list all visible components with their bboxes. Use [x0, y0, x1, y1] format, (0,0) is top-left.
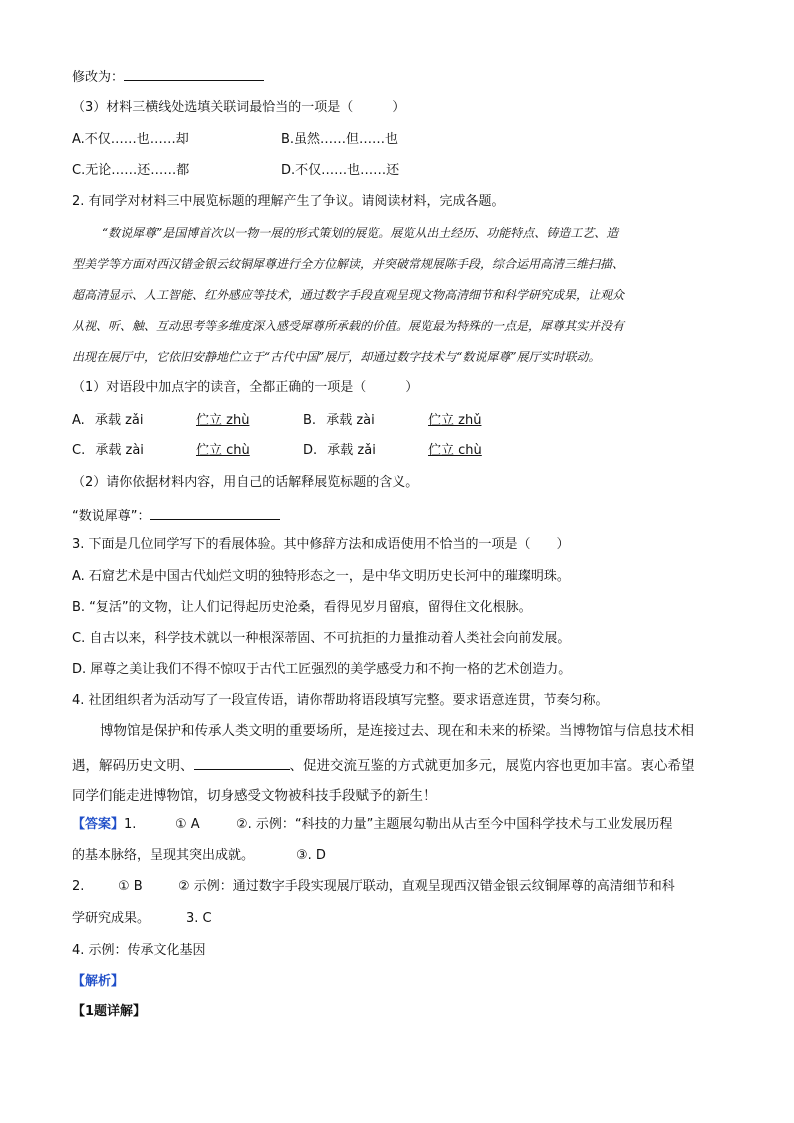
- answer-2-1: ① B: [118, 879, 143, 894]
- answer-1-2: ②. 示例：“科技的力量”主题展勾勒出从古至今中国科学技术与工业发展历程: [236, 817, 673, 832]
- answer-blank: [124, 66, 264, 81]
- passage-line: 超高清显示、人工智能、红外感应等技术，通过数字手段直观呈现文物高清细节和科学研究成果，让观众: [72, 288, 625, 302]
- option-word: 承载 zǎi: [327, 443, 376, 458]
- option-c: C.无论……还……都: [72, 163, 190, 178]
- detail-1-heading: 【1题详解】: [72, 1004, 147, 1019]
- passage-line: “数说犀尊”是国博首次以一物一展的形式策划的展览。展览从出土经历、功能特点、铸造工艺、造: [102, 226, 619, 240]
- question-4-stem: 4. 社团组织者为活动写了一段宣传语，请你帮助将语段填写完整。要求语意连贯，节奏匀称。: [72, 693, 609, 708]
- pinyin-option-a: [72, 411, 143, 431]
- passage-line: 型美学等方面对西汉错金银云纹铜犀尊进行全方位解读，并突破常规展陈手段，综合运用高清三维扫描、: [72, 257, 625, 271]
- option-word: 承载 zài: [95, 443, 144, 458]
- answer-2-2: ② 示例：通过数字手段实现展厅联动，直观呈现西汉错金银云纹铜犀尊的高清细节和科: [178, 879, 675, 894]
- pinyin-option-c2: 伫立 chù: [196, 443, 250, 458]
- pinyin-option-b2: 伫立 zhǔ: [428, 413, 482, 428]
- pinyin-option-c: [72, 441, 144, 461]
- answer-3: 3. C: [186, 911, 212, 926]
- q4-para-line3: 同学们能走进博物馆，切身感受文物被科技手段赋予的新生！: [72, 788, 437, 804]
- pinyin-option-d2: 伫立 chù: [428, 443, 482, 458]
- option-d: D.不仅……也……还: [281, 163, 400, 178]
- answer-2-num: 2.: [72, 879, 85, 894]
- question-2-2: （2）请你依据材料内容，用自己的话解释展览标题的含义。: [72, 475, 419, 490]
- q4-para-line2: [72, 751, 724, 782]
- q3-option-c: C. 自古以来，科学技术就以一种根深蒂固、不可抗拒的力量推动着人类社会向前发展。: [72, 631, 571, 646]
- fill-blank: [194, 754, 290, 770]
- option-letter: C.: [72, 443, 86, 458]
- answer-4: 4. 示例：传承文化基因: [72, 943, 206, 958]
- option-letter: D.: [303, 443, 318, 458]
- option-b: B.虽然……但……也: [281, 132, 399, 147]
- answer-1-1: ① A: [175, 817, 200, 832]
- option-word: 承载 zài: [326, 413, 375, 428]
- q3-option-d: D. 犀尊之美让我们不得不惊叹于古代工匠强烈的美学感受力和不拘一格的艺术创造力。: [72, 662, 572, 677]
- analysis-label: 【解析】: [72, 974, 125, 989]
- question-3-stem: 3. 下面是几位同学写下的看展体验。其中修辞方法和成语使用不恰当的一项是（ ）: [72, 537, 570, 552]
- pinyin-option-d: [303, 441, 376, 461]
- question-1-3: （3）材料三横线处选填关联词最恰当的一项是（ ）: [72, 100, 406, 115]
- q3-option-a: A. 石窟艺术是中国古代灿烂文明的独特形态之一，是中华文明历史长河中的璀璨明珠。: [72, 569, 570, 584]
- question-2-stem: 2. 有同学对材料三中展览标题的理解产生了争议。请阅读材料，完成各题。: [72, 194, 505, 209]
- q4-para-line1: 博物馆是保护和传承人类文明的重要场所，是连接过去、现在和未来的桥梁。当博物馆与信息技术相: [100, 723, 694, 739]
- option-letter: B.: [303, 413, 317, 428]
- option-word: 承载 zǎi: [94, 413, 144, 428]
- passage-line: 从视、听、触、互动思考等多维度深入感受犀尊所承载的价值。展览最为特殊的一点是，犀尊其实并没有: [72, 319, 625, 333]
- answer-line-1: [72, 815, 136, 835]
- revise-line: [72, 66, 264, 88]
- para-text: 、促进交流互鉴的方式就更加多元，展览内容也更加丰富。衷心希望: [289, 758, 695, 774]
- pinyin-option-b: [303, 411, 375, 431]
- answer-blank: [150, 505, 280, 520]
- revise-label: 修改为：: [72, 70, 125, 85]
- passage-line: 出现在展厅中，它依旧安静地伫立于“古代中国”展厅，却通过数字技术与“数说犀尊”展厅实时联动。: [72, 350, 601, 364]
- answer-number: 1.: [124, 817, 137, 832]
- para-text: 遇，解码历史文明、: [72, 758, 194, 774]
- answer-2-cont: 学研究成果。: [72, 911, 151, 926]
- title-label: “数说犀尊”：: [72, 509, 151, 524]
- answer-1-cont: 的基本脉络，呈现其突出成就。: [72, 848, 255, 863]
- answer-1-3: ③. D: [296, 848, 326, 863]
- title-explain-line: [72, 505, 280, 527]
- option-letter: A.: [72, 413, 85, 428]
- pinyin-option-a2: 伫立 zhù: [196, 413, 250, 428]
- question-2-1: （1）对语段中加点字的读音，全都正确的一项是（ ）: [72, 380, 419, 395]
- q3-option-b: B. “复活”的文物，让人们记得起历史沧桑，看得见岁月留痕，留得住文化根脉。: [72, 600, 532, 615]
- option-a: A.不仅……也……却: [72, 132, 189, 147]
- answer-label: 【答案】: [72, 817, 125, 832]
